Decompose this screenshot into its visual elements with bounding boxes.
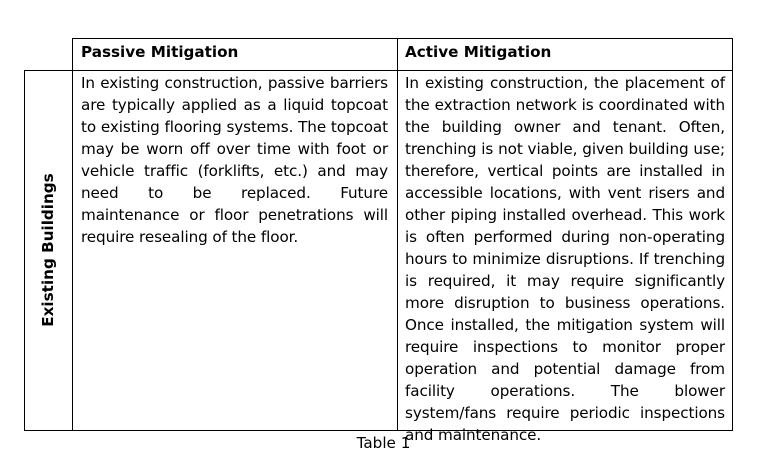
grid-line-header-bottom bbox=[24, 70, 733, 71]
cell-passive-existing: In existing construction, passive barriers are typically applied as a liquid topcoat to existing flooring systems. The topcoat may be worn off over time with foot or vehicle traffic (forklifts, etc.) and may need to be replaced. Future maintenance or floor penetrations will require resealing of the floor. bbox=[81, 74, 388, 246]
grid-line-col1 bbox=[72, 38, 73, 431]
grid-line-right bbox=[732, 38, 733, 431]
header-active-mitigation: Active Mitigation bbox=[405, 43, 552, 61]
row-label-existing-buildings: Existing Buildings bbox=[39, 173, 57, 327]
row-label-cell bbox=[24, 70, 72, 430]
cell-active-existing: In existing construction, the placement of the extraction network is coordinated with the building owner and tenant. Often, trenching is not viable, given building use; therefore, vertical points are installed in accessible locations, with vent risers and other piping installed overhead. This work is often performed during non-operating hours to minimize disruptions. If trenching is required, it may require significantly more disruption to business operations. Once installed, the mitigation system will require inspections to monitor proper operation and potential damage from facility operations. The blower system/fans require periodic inspections and maintenance. bbox=[405, 74, 725, 444]
table-caption: Table 1 bbox=[356, 434, 411, 452]
grid-line-col2 bbox=[397, 38, 398, 431]
header-passive-mitigation: Passive Mitigation bbox=[81, 43, 239, 61]
grid-line-top bbox=[72, 38, 733, 39]
